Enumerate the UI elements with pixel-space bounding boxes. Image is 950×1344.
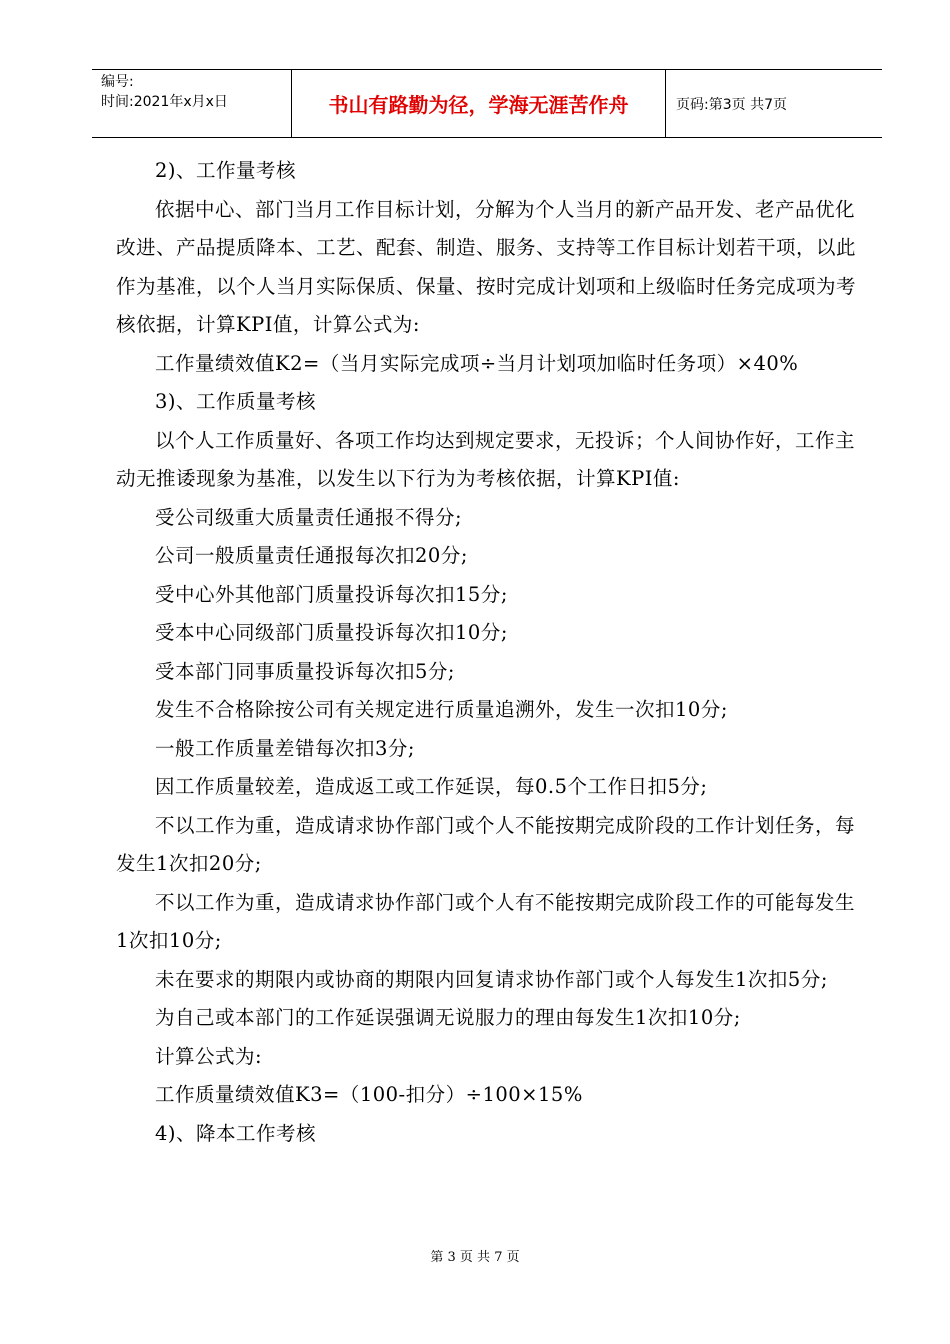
paragraph: 工作质量绩效值K3=（100-扣分）÷100×15% bbox=[155, 1083, 583, 1106]
paragraph: 因工作质量较差，造成返工或工作延误，每0.5个工作日扣5分; bbox=[155, 775, 708, 798]
paragraph: 以个人工作质量好、各项工作均达到规定要求，无投诉；个人间协作好，工作主动无推诿现象为基准，以发生以下行为为考核依据，计算KPI值: bbox=[116, 428, 856, 490]
paragraph: 工作量绩效值K2=（当月实际完成项÷当月计划项加临时任务项）×40% bbox=[155, 351, 799, 375]
paragraph: 为自己或本部门的工作延误强调无说服力的理由每发生1次扣10分; bbox=[155, 1006, 741, 1029]
paragraph: 计算公式为: bbox=[155, 1044, 263, 1068]
paragraph: 受中心外其他部门质量投诉每次扣15分; bbox=[155, 582, 508, 606]
paragraph: 不以工作为重，造成请求协作部门或个人有不能按期完成阶段工作的可能每发生1次扣10分; bbox=[116, 890, 856, 952]
paragraph: 发生不合格除按公司有关规定进行质量追溯外，发生一次扣10分; bbox=[155, 698, 728, 721]
paragraph: 受公司级重大质量责任通报不得分; bbox=[155, 505, 463, 529]
paragraph: 一般工作质量差错每次扣3分; bbox=[155, 736, 415, 760]
page-footer: 第 3 页 共 7 页 bbox=[430, 1250, 520, 1265]
paragraph: 受本部门同事质量投诉每次扣5分; bbox=[155, 659, 455, 683]
header-motto: 书山有路勤为径，学海无涯苦作舟 bbox=[292, 70, 666, 137]
paragraph: 3)、工作质量考核 bbox=[155, 390, 317, 413]
time-label: 时间:2021年x月x日 bbox=[101, 94, 228, 110]
number-label: 编号: bbox=[101, 74, 134, 90]
paragraph: 公司一般质量责任通报每次扣20分; bbox=[155, 544, 468, 567]
paragraph: 不以工作为重，造成请求协作部门或个人不能按期完成阶段的工作计划任务，每发生1次扣20分; bbox=[116, 813, 856, 875]
paragraph: 2)、工作量考核 bbox=[155, 159, 297, 182]
paragraph: 未在要求的期限内或协商的期限内回复请求协作部门或个人每发生1次扣5分; bbox=[155, 967, 828, 991]
paragraph: 依据中心、部门当月工作目标计划，分解为个人当月的新产品开发、老产品优化改进、产品提质降本、工艺、配套、制造、服务、支持等工作目标计划若干项，以此作为基准，以个人当月实际保质、保量、按时完成计划项和上级临时任务完成项为考核依据，计算KPI值，计算公式为: bbox=[116, 197, 857, 336]
paragraph: 4)、降本工作考核 bbox=[155, 1121, 317, 1145]
document-header bbox=[92, 69, 882, 138]
paragraph: 受本中心同级部门质量投诉每次扣10分; bbox=[155, 621, 508, 644]
header-page-label: 页码:第3页 共7页 bbox=[676, 96, 787, 113]
document-body bbox=[116, 152, 856, 1153]
header-meta bbox=[92, 70, 292, 137]
